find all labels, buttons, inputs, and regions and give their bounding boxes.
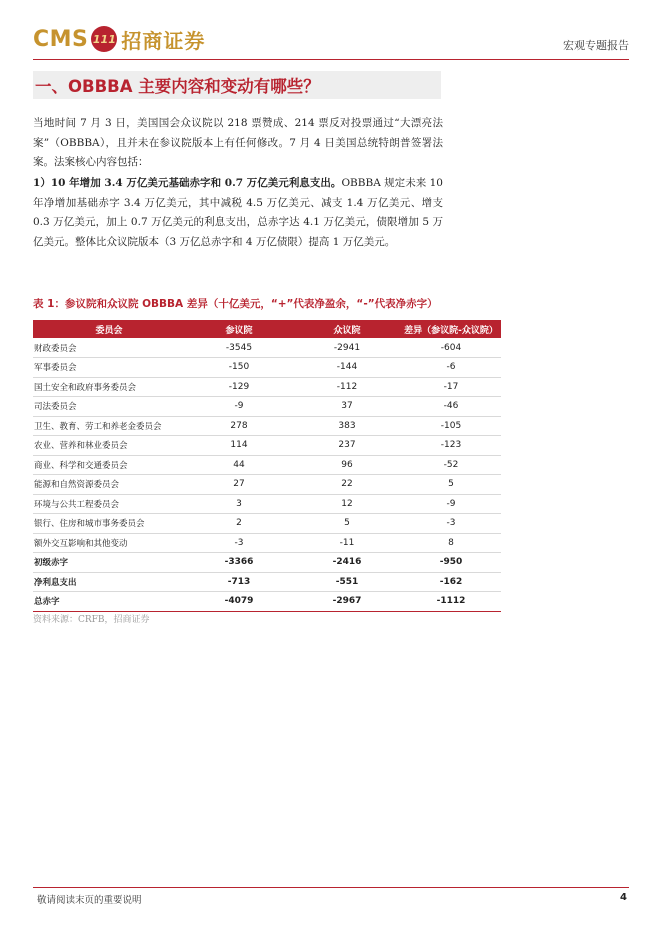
paragraph-lead-bold: 1）10 年增加 3.4 万亿美元基础赤字和 0.7 万亿美元利息支出。 xyxy=(33,177,342,189)
house-value: -2967 xyxy=(293,592,401,612)
table-row xyxy=(33,377,501,397)
table-source: 资料来源：CRFB，招商证券 xyxy=(33,615,150,625)
body-paragraph-2 xyxy=(33,174,443,253)
committee-name: 军事委员会 xyxy=(33,358,185,378)
difference-value: -17 xyxy=(401,377,501,397)
committee-name: 国土安全和政府事务委员会 xyxy=(33,377,185,397)
table-row xyxy=(33,533,501,553)
table-header-row xyxy=(33,320,501,338)
header-committee: 委员会 xyxy=(33,320,185,338)
house-value: -551 xyxy=(293,572,401,592)
house-value: 12 xyxy=(293,494,401,514)
difference-value: 8 xyxy=(401,533,501,553)
senate-value: -129 xyxy=(185,377,293,397)
table-row xyxy=(33,494,501,514)
senate-value: 114 xyxy=(185,436,293,456)
table-row xyxy=(33,416,501,436)
senate-value: -713 xyxy=(185,572,293,592)
difference-value: -1112 xyxy=(401,592,501,612)
obbba-difference-table xyxy=(33,320,501,612)
senate-value: 27 xyxy=(185,475,293,495)
committee-name: 银行、住房和城市事务委员会 xyxy=(33,514,185,534)
house-value: 37 xyxy=(293,397,401,417)
logo-chinese-name: 招商证券 xyxy=(121,28,206,53)
difference-value: -950 xyxy=(401,553,501,573)
house-value: -2416 xyxy=(293,553,401,573)
house-value: 237 xyxy=(293,436,401,456)
house-value: -112 xyxy=(293,377,401,397)
page-number: 4 xyxy=(620,892,627,903)
difference-value: -9 xyxy=(401,494,501,514)
committee-name: 商业、科学和交通委员会 xyxy=(33,455,185,475)
house-value: -11 xyxy=(293,533,401,553)
table-row-primary-deficit xyxy=(33,553,501,573)
header-house: 众议院 xyxy=(293,320,401,338)
house-value: -2941 xyxy=(293,338,401,358)
body-paragraph-1: 当地时间 7 月 3 日，美国国会众议院以 218 票赞成、214 票反对投票通过“大漂亮法案”（OBBBA），且并未在参议院版本上有任何修改。7 月 4 日美国总统特朗普签署法案。法案核心内容包括： xyxy=(33,117,443,169)
senate-value: -3545 xyxy=(185,338,293,358)
difference-value: 5 xyxy=(401,475,501,495)
difference-value: -46 xyxy=(401,397,501,417)
table-row xyxy=(33,338,501,358)
senate-value: -3 xyxy=(185,533,293,553)
report-type: 宏观专题报告 xyxy=(563,39,629,52)
committee-name: 净利息支出 xyxy=(33,572,185,592)
difference-value: -3 xyxy=(401,514,501,534)
senate-value: 3 xyxy=(185,494,293,514)
difference-value: -604 xyxy=(401,338,501,358)
senate-value: -4079 xyxy=(185,592,293,612)
header-senate: 参议院 xyxy=(185,320,293,338)
difference-value: -162 xyxy=(401,572,501,592)
table-row xyxy=(33,514,501,534)
table-row xyxy=(33,358,501,378)
difference-value: -105 xyxy=(401,416,501,436)
page-header xyxy=(33,22,629,62)
committee-name: 额外交互影响和其他变动 xyxy=(33,533,185,553)
table-caption: 表 1：参议院和众议院 OBBBA 差异（十亿美元，“+”代表净盈余，“-”代表净赤字） xyxy=(33,298,438,310)
difference-value: -123 xyxy=(401,436,501,456)
committee-name: 农业、营养和林业委员会 xyxy=(33,436,185,456)
house-value: 96 xyxy=(293,455,401,475)
senate-value: 2 xyxy=(185,514,293,534)
table-row xyxy=(33,397,501,417)
footer-disclaimer-note: 敬请阅读末页的重要说明 xyxy=(37,895,142,906)
table-row xyxy=(33,455,501,475)
house-value: 5 xyxy=(293,514,401,534)
difference-value: -52 xyxy=(401,455,501,475)
committee-name: 能源和自然资源委员会 xyxy=(33,475,185,495)
logo-seal-icon: 111 xyxy=(91,26,117,52)
header-difference: 差异（参议院-众议院） xyxy=(401,320,501,338)
senate-value: -3366 xyxy=(185,553,293,573)
senate-value: -9 xyxy=(185,397,293,417)
company-logo xyxy=(33,24,205,54)
senate-value: 278 xyxy=(185,416,293,436)
header-divider xyxy=(33,59,629,60)
table-row xyxy=(33,436,501,456)
logo-text: CMS xyxy=(33,26,89,52)
committee-name: 财政委员会 xyxy=(33,338,185,358)
committee-name: 司法委员会 xyxy=(33,397,185,417)
section-title: 一、OBBBA 主要内容和变动有哪些？ xyxy=(35,77,320,96)
table-row-total-deficit xyxy=(33,592,501,612)
committee-name: 环境与公共工程委员会 xyxy=(33,494,185,514)
table-row xyxy=(33,475,501,495)
committee-name: 总赤字 xyxy=(33,592,185,612)
senate-value: -150 xyxy=(185,358,293,378)
difference-value: -6 xyxy=(401,358,501,378)
paragraph-text: OBBBA 规定未来 10 年净增加基础赤字 3.4 万亿美元，其中减税 4.5 万亿美元、减支 1.4 万亿美元、增支 0.3 万亿美元，加上 0.7 万亿美元的利息支出，总赤字达 4.1 万亿美元，债限增加 5 万亿美元。整体比众议院版本（3 万亿总赤字和 4 万亿债限）提高 1 万亿美元。 xyxy=(33,177,443,249)
house-value: -144 xyxy=(293,358,401,378)
senate-value: 44 xyxy=(185,455,293,475)
committee-name: 卫生、教育、劳工和养老金委员会 xyxy=(33,416,185,436)
house-value: 383 xyxy=(293,416,401,436)
committee-name: 初级赤字 xyxy=(33,553,185,573)
footer-divider xyxy=(33,887,629,888)
house-value: 22 xyxy=(293,475,401,495)
table-row-net-interest xyxy=(33,572,501,592)
